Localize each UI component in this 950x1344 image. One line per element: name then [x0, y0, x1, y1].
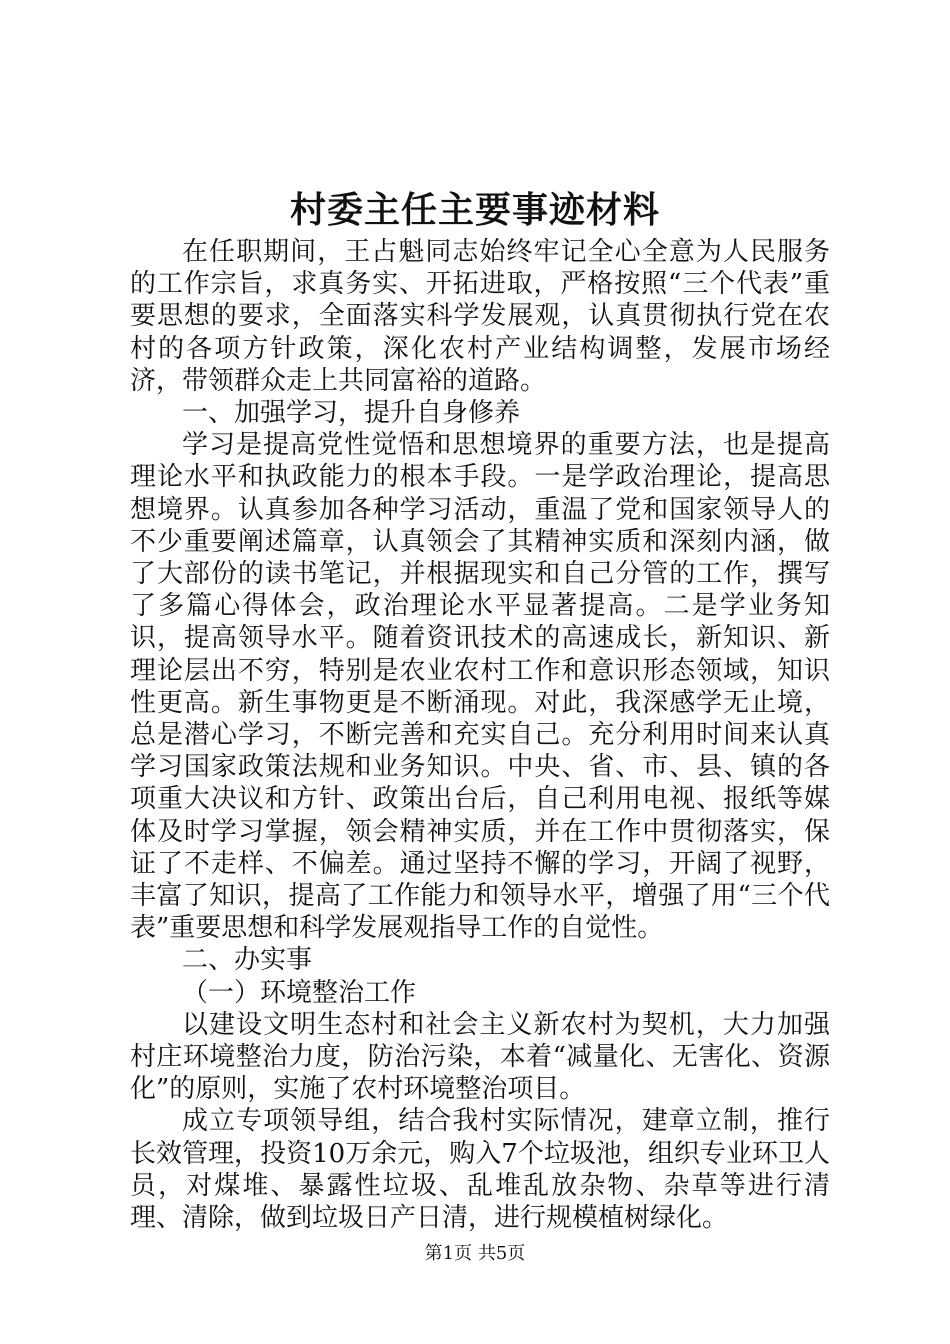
- subsection-heading-1: （一）环境整治工作: [182, 977, 417, 1008]
- paragraph-environment: 以建设文明生态村和社会主义新农村为契机，大力加强村庄环境整治力度，防治污染，本着“减量化、无害化、资源化”的原则，实施了农村环境整治项目。: [130, 1009, 830, 1105]
- document-body: [130, 236, 830, 1234]
- section-heading-2: 二、办实事: [182, 945, 313, 976]
- section-heading-1: 一、加强学习，提升自身修养: [182, 398, 521, 429]
- paragraph-study: 学习是提高党性觉悟和思想境界的重要方法，也是提高理论水平和执政能力的根本手段。一是学政治理论，提高思想境界。认真参加各种学习活动，重温了党和国家领导人的不少重要阐述篇章，认真领会了其精神实质和深刻内涵，做了大部份的读书笔记，并根据现实和自己分管的工作，撰写了多篇心得体会，政治理论水平显著提高。二是学业务知识，提高领导水平。随着资讯技术的高速成长，新知识、新理论层出不穷，特别是农业农村工作和意识形态领域，知识性更高。新生事物更是不断涌现。对此，我深感学无止境，总是潜心学习，不断完善和充实自己。充分利用时间来认真学习国家政策法规和业务知识。中央、省、市、县、镇的各项重大决议和方针、政策出台后，自己利用电视、报纸等媒体及时学习掌握，领会精神实质，并在工作中贯彻落实，保证了不走样、不偏差。通过坚持不懈的学习，开阔了视野，丰富了知识，提高了工作能力和领导水平，增强了用“三个代表”重要思想和科学发展观指导工作的自觉性。: [130, 430, 830, 944]
- document-title: 村委主任主要事迹材料: [289, 189, 660, 231]
- paragraph-intro: 在任职期间，王占魁同志始终牢记全心全意为人民服务的工作宗旨，求真务实、开拓进取，严格按照“三个代表”重要思想的要求，全面落实科学发展观，认真贯彻执行党在农村的各项方针政策，深化农村产业结构调整，发展市场经济，带领群众走上共同富裕的道路。: [130, 237, 830, 396]
- page-footer: 第1页 共5页: [424, 1243, 526, 1264]
- paragraph-leadership-group: 成立专项领导组，结合我村实际情况，建章立制，推行长效管理，投资10万余元，购入7个垃圾池，组织专业环卫人员，对煤堆、暴露性垃圾、乱堆乱放杂物、杂草等进行清理、清除，做到垃圾日产日清，进行规模植树绿化。: [130, 1106, 830, 1234]
